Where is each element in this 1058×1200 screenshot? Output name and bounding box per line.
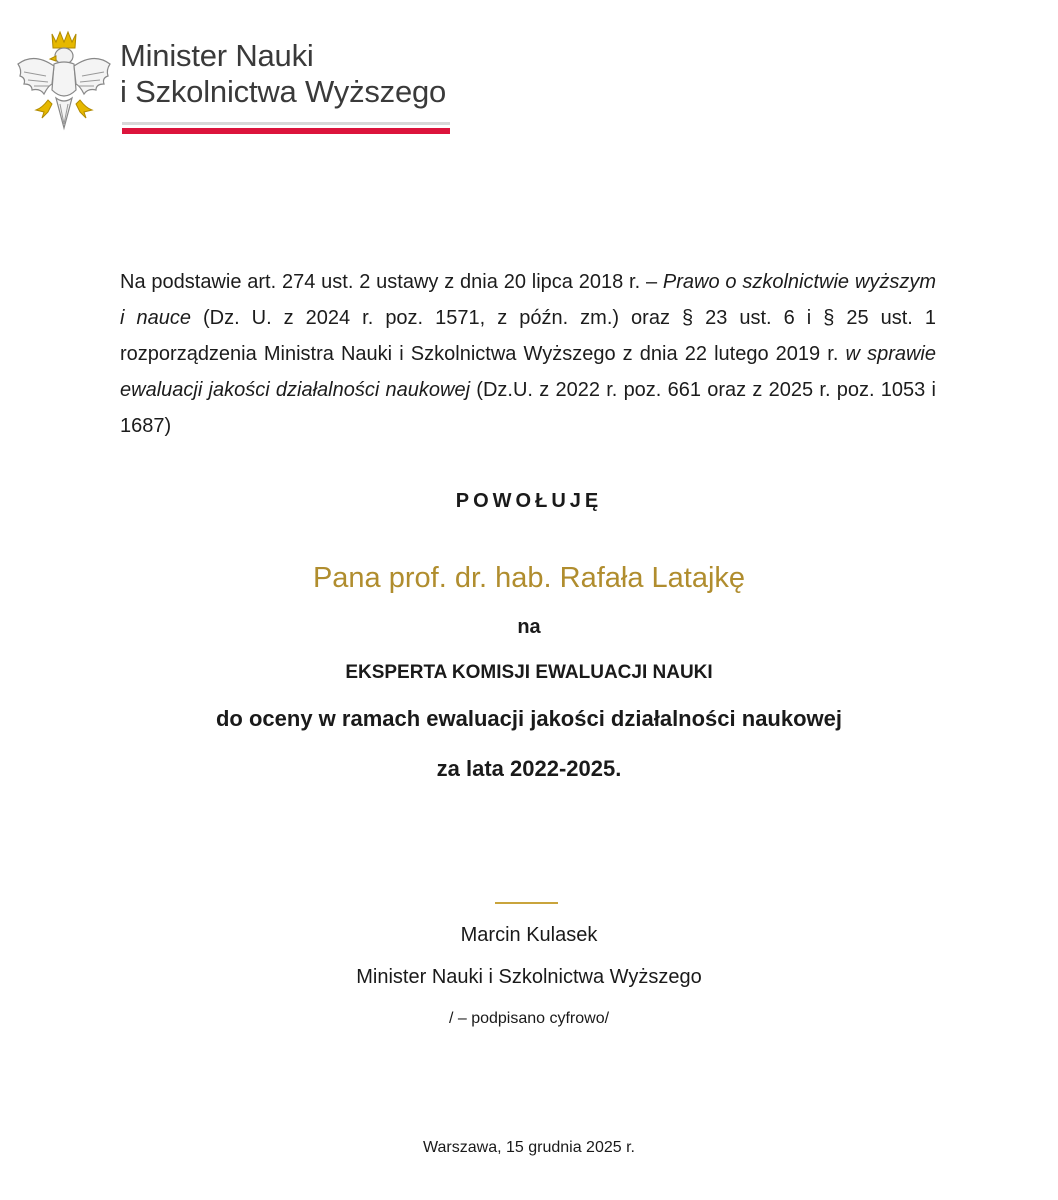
- flag-stripe-red: [122, 128, 450, 134]
- appointment-na: na: [517, 616, 541, 638]
- ministry-name-line1: Minister Nauki: [120, 38, 314, 73]
- legal-basis-paragraph: [120, 264, 936, 444]
- legal-basis-text-3: (Dz.U. z 2022 r. poz. 661 oraz z 2025 r. poz. 1053 i 1687): [120, 379, 936, 437]
- signer-name: Marcin Kulasek: [460, 924, 598, 946]
- signer-title: Minister Nauki i Szkolnictwa Wyższego: [356, 966, 702, 988]
- appointment-role: EKSPERTA KOMISJI EWALUACJI NAUKI: [345, 662, 713, 683]
- flag-stripe: [122, 122, 450, 134]
- legal-basis-text-2: (Dz. U. z 2024 r. poz. 1571, z późn. zm.) oraz § 23 ust. 6 i § 25 ust. 1 rozporządzenia Ministra Nauki i Szkolnictwa Wyższego z dnia 22 lutego 2019 r.: [120, 307, 936, 365]
- signature-line: [495, 902, 558, 904]
- letterhead: [14, 28, 454, 140]
- place-date: Warszawa, 15 grudnia 2025 r.: [423, 1139, 635, 1156]
- legal-basis-text-1: Na podstawie art. 274 ust. 2 ustawy z dnia 20 lipca 2018 r. –: [120, 271, 663, 293]
- appointee-name: Pana prof. dr. hab. Rafała Latajkę: [312, 562, 746, 594]
- appointment-scope: do oceny w ramach ewaluacji jakości działalności naukowej: [215, 706, 842, 731]
- regulation-title: w sprawie ewaluacji jakości działalności naukowej: [120, 343, 936, 401]
- ministry-name-line2: i Szkolnictwa Wyższego: [120, 74, 447, 109]
- flag-stripe-white: [122, 122, 450, 125]
- polish-eagle-emblem-icon: [14, 28, 112, 134]
- ministry-name: [120, 38, 446, 110]
- appointment-years: za lata 2022-2025.: [436, 756, 622, 781]
- appointment-verb: POWOŁUJĘ: [455, 490, 603, 512]
- act-title: Prawo o szkolnictwie wyższym i nauce: [120, 271, 936, 329]
- digital-signature-note: / – podpisano cyfrowo/: [448, 1010, 610, 1027]
